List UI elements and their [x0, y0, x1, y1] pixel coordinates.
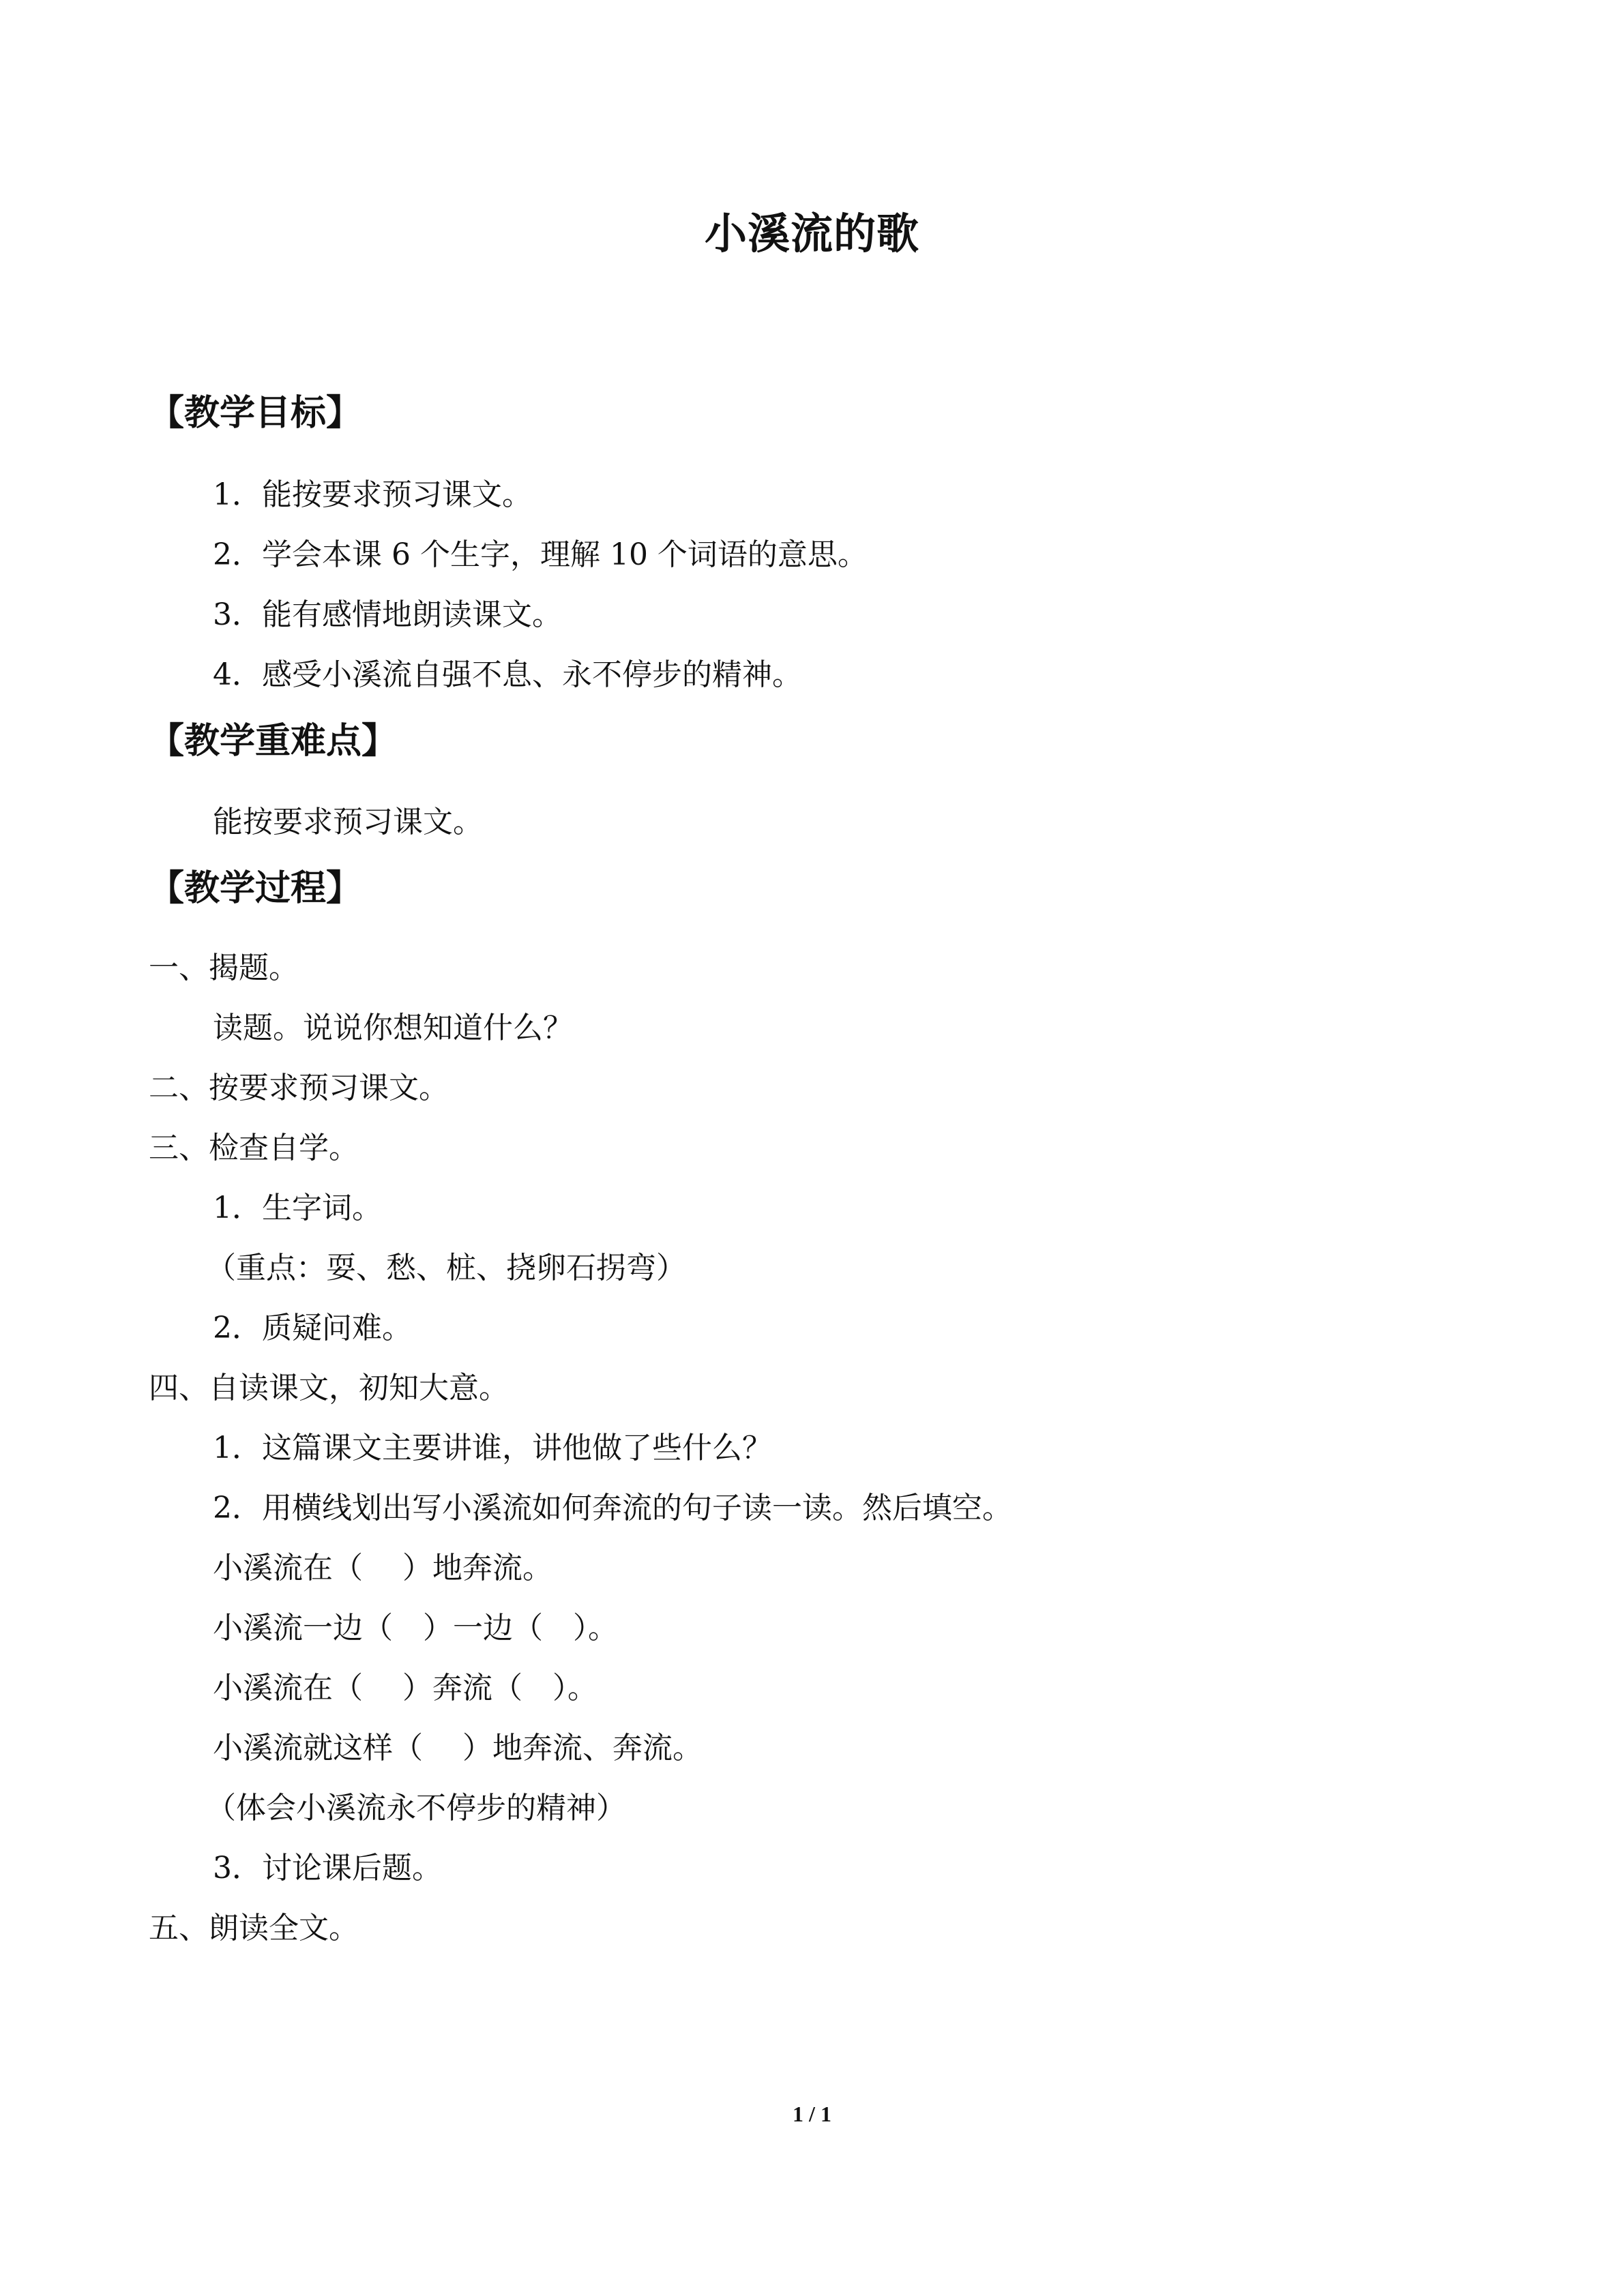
process-step: 四、自读课文，初知大意。 [149, 1371, 509, 1405]
process-line: 1．生字词。 [213, 1191, 382, 1225]
page-number: 1 / 1 [793, 2102, 831, 2126]
process-step: 三、检查自学。 [149, 1131, 359, 1165]
goal-item: 4．感受小溪流自强不息、永不停步的精神。 [213, 657, 802, 692]
process-line: 2．质疑问难。 [213, 1311, 412, 1345]
fill-blank-line: 小溪流就这样（ ）地奔流、奔流。 [213, 1731, 703, 1765]
process-line: 读题。说说你想知道什么？ [213, 1011, 573, 1045]
process-step: 五、朗读全文。 [149, 1911, 359, 1945]
process-line: （重点：耍、愁、桩、挠卵石拐弯） [206, 1251, 686, 1285]
process-step: 二、按要求预习课文。 [149, 1071, 449, 1105]
section-heading-process: 【教学过程】 [149, 867, 362, 909]
goal-item: 1．能按要求预习课文。 [213, 477, 532, 512]
process-line: 1．这篇课文主要讲谁，讲他做了些什么？ [213, 1431, 772, 1465]
process-line: 2．用横线划出写小溪流如何奔流的句子读一读。然后填空。 [213, 1491, 1012, 1525]
fill-blank-line: 小溪流在（ ）地奔流。 [213, 1551, 552, 1585]
key-points-text: 能按要求预习课文。 [213, 805, 483, 839]
fill-blank-line: 小溪流一边（ ）一边（ ）。 [213, 1611, 618, 1645]
page-title: 小溪流的歌 [704, 209, 919, 258]
goal-item: 3．能有感情地朗读课文。 [213, 597, 562, 632]
section-heading-goals: 【教学目标】 [149, 392, 362, 434]
process-step: 一、揭题。 [149, 951, 299, 985]
fill-blank-line: 小溪流在（ ）奔流（ ）。 [213, 1671, 597, 1705]
process-line: 3．讨论课后题。 [213, 1851, 442, 1885]
section-heading-key-points: 【教学重难点】 [149, 720, 398, 762]
process-line: （体会小溪流永不停步的精神） [206, 1791, 626, 1825]
goal-item: 2．学会本课 6 个生字，理解 10 个词语的意思。 [213, 537, 868, 572]
